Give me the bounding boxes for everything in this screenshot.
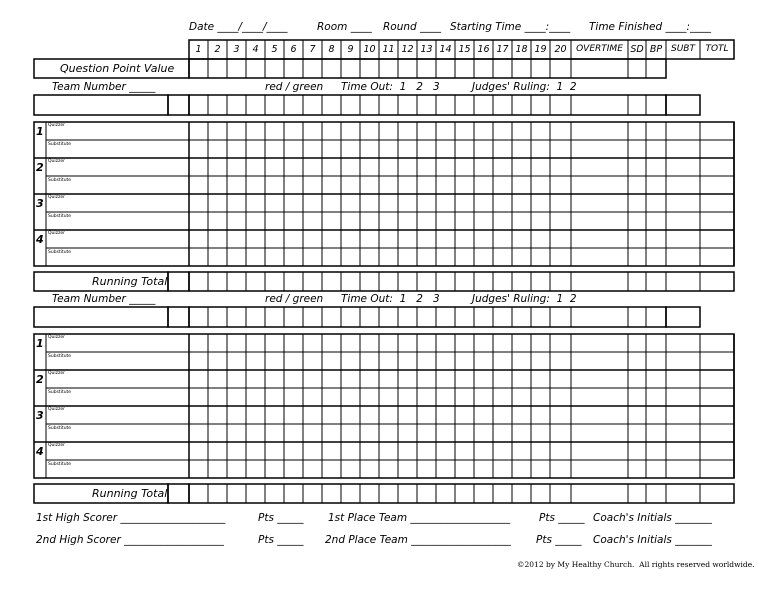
running-total-cell <box>417 484 436 503</box>
question-point-cell <box>512 59 531 78</box>
team-row-cell <box>646 307 666 327</box>
running-total-cell <box>550 484 571 503</box>
column-header-7: 7 <box>309 44 316 55</box>
team-row-cell <box>512 307 531 327</box>
question-point-cell <box>341 59 360 78</box>
running-total-cell <box>379 484 398 503</box>
quizzer-number-3: 3 <box>36 409 44 422</box>
team-row-cell <box>398 95 417 115</box>
running-total-cell <box>341 484 360 503</box>
column-header-20: 20 <box>554 44 567 55</box>
substitute-name-field[interactable]: Substitute <box>48 214 72 219</box>
column-header-bp: BP <box>649 44 663 55</box>
first-high-scorer-field[interactable]: 1st High Scorer ____________________ <box>36 512 226 524</box>
column-header-4: 4 <box>252 44 259 55</box>
team-row-cell <box>265 95 284 115</box>
running-total-cell <box>571 272 628 291</box>
running-total-cell <box>700 272 734 291</box>
judges-ruling-marks[interactable]: Judges' Ruling: 1 2 <box>472 81 577 93</box>
team-row-cell <box>284 95 303 115</box>
running-total-cell <box>493 272 512 291</box>
team-row <box>189 307 666 327</box>
running-total-cell <box>417 272 436 291</box>
question-point-cell <box>246 59 265 78</box>
question-point-cell <box>493 59 512 78</box>
question-point-cell <box>189 59 208 78</box>
room-field[interactable]: Room ____ <box>317 21 372 33</box>
quizzer-number-1: 1 <box>36 125 44 138</box>
question-point-cell <box>379 59 398 78</box>
column-header-10: 10 <box>363 44 376 55</box>
quizzer-name-field[interactable]: Quizzer <box>48 195 65 200</box>
running-total-cell <box>493 484 512 503</box>
team-name-box <box>34 307 168 327</box>
first-place-team-field[interactable]: 1st Place Team ___________________ <box>328 512 511 524</box>
first-high-scorer-pts[interactable]: Pts _____ <box>258 512 304 524</box>
team-row-cell <box>303 307 322 327</box>
running-total-cell <box>360 272 379 291</box>
team-number-field[interactable]: Team Number _____ <box>52 293 156 305</box>
question-point-cell <box>303 59 322 78</box>
running-total-cell <box>474 272 493 291</box>
team-row-cell <box>531 95 550 115</box>
team-row-cell <box>474 95 493 115</box>
quizzer-name-field[interactable]: Quizzer <box>48 407 65 412</box>
question-point-cell <box>455 59 474 78</box>
team-row-cell <box>284 307 303 327</box>
running-total-label: Running Total <box>92 487 168 500</box>
quizzer-name-field[interactable]: Quizzer <box>48 443 65 448</box>
team-row-cell <box>571 307 628 327</box>
team-row-cell <box>436 95 455 115</box>
quizzer-name-field[interactable]: Quizzer <box>48 231 65 236</box>
date-field[interactable]: Date ____/____/____ <box>189 21 288 33</box>
quizzer-number-1: 1 <box>36 337 44 350</box>
question-point-cell <box>628 59 646 78</box>
question-point-cell <box>646 59 666 78</box>
team-row-cell <box>246 307 265 327</box>
running-total-cell <box>303 272 322 291</box>
team-row-cell <box>379 95 398 115</box>
team-row-cell <box>341 95 360 115</box>
running-total-cell <box>303 484 322 503</box>
team-row-cell <box>455 95 474 115</box>
column-header-subt: SUBT <box>671 44 695 54</box>
second-high-scorer-field[interactable]: 2nd High Scorer ___________________ <box>36 534 224 546</box>
team-row-cell <box>360 307 379 327</box>
coach-initials-1[interactable]: Coach's Initials _______ <box>593 512 712 524</box>
running-total-cell <box>512 272 531 291</box>
running-total-cell <box>436 484 455 503</box>
column-header-11: 11 <box>382 44 395 55</box>
running-total-cell <box>322 484 341 503</box>
team-row-cell <box>512 95 531 115</box>
question-point-cell <box>265 59 284 78</box>
time-out-marks[interactable]: Time Out: 1 2 3 <box>341 81 440 93</box>
column-header-17: 17 <box>496 44 509 55</box>
question-point-cell <box>284 59 303 78</box>
substitute-name-field[interactable]: Substitute <box>48 250 72 255</box>
red-green-selector[interactable]: red / green <box>265 293 324 305</box>
question-point-cell <box>550 59 571 78</box>
substitute-name-field[interactable]: Substitute <box>48 178 72 183</box>
substitute-name-field[interactable]: Substitute <box>48 142 72 147</box>
team-row-cell <box>189 307 208 327</box>
column-header-overtime: OVERTIME <box>576 44 623 54</box>
quizzer-number-4: 4 <box>36 233 44 246</box>
column-header-9: 9 <box>347 44 354 55</box>
question-point-cell <box>474 59 493 78</box>
column-header-19: 19 <box>534 44 547 55</box>
running-total-cell <box>628 272 646 291</box>
question-point-cell <box>531 59 550 78</box>
team-row-cell <box>265 307 284 327</box>
team-row-cell <box>474 307 493 327</box>
running-total-cell <box>284 484 303 503</box>
running-total-cell <box>512 484 531 503</box>
column-header-6: 6 <box>290 44 297 55</box>
team-subtotal-box <box>666 95 700 115</box>
team-row-cell <box>455 307 474 327</box>
question-point-cell <box>227 59 246 78</box>
team-row-cell <box>208 307 227 327</box>
running-total-cell <box>666 272 700 291</box>
team-number-field[interactable]: Team Number _____ <box>52 81 156 93</box>
column-header-12: 12 <box>401 44 414 55</box>
column-header-5: 5 <box>271 44 278 55</box>
first-place-pts[interactable]: Pts _____ <box>539 512 585 524</box>
substitute-name-field[interactable]: Substitute <box>48 462 72 467</box>
question-point-cell <box>417 59 436 78</box>
team-row-cell <box>303 95 322 115</box>
running-total-cell <box>227 484 246 503</box>
column-header-16: 16 <box>477 44 490 55</box>
running-total-cell <box>379 272 398 291</box>
second-high-scorer-pts[interactable]: Pts _____ <box>258 534 304 546</box>
column-header-sd: SD <box>630 44 644 55</box>
running-total-cell <box>265 484 284 503</box>
team-row-cell <box>493 307 512 327</box>
running-total-cell <box>189 272 208 291</box>
column-header-3: 3 <box>233 44 240 55</box>
team-row-cell <box>322 307 341 327</box>
running-total-row <box>189 272 734 291</box>
team-subtotal-box <box>666 307 700 327</box>
column-header-8: 8 <box>328 44 335 55</box>
team-row-cell <box>379 307 398 327</box>
team-row-cell <box>550 307 571 327</box>
running-total-cell <box>341 272 360 291</box>
running-total-cell <box>246 484 265 503</box>
running-total-cell <box>398 272 417 291</box>
running-total-cell <box>455 272 474 291</box>
team-row-cell <box>493 95 512 115</box>
second-place-pts[interactable]: Pts _____ <box>536 534 582 546</box>
team-number-box <box>168 307 189 327</box>
question-point-cell <box>360 59 379 78</box>
column-header-18: 18 <box>515 44 528 55</box>
team-row-cell <box>531 307 550 327</box>
team-row-cell <box>646 95 666 115</box>
running-total-cell <box>227 272 246 291</box>
running-total-spacer <box>168 272 189 291</box>
time-finished-field[interactable]: Time Finished ____:____ <box>589 21 712 33</box>
quizzer-number-2: 2 <box>36 161 44 174</box>
column-header-15: 15 <box>458 44 471 55</box>
question-point-row <box>189 59 666 78</box>
team-row-cell <box>360 95 379 115</box>
running-total-cell <box>531 272 550 291</box>
running-total-cell <box>628 484 646 503</box>
running-total-cell <box>246 272 265 291</box>
quizzer-name-field[interactable]: Quizzer <box>48 123 65 128</box>
round-field[interactable]: Round ____ <box>383 21 442 33</box>
quizzer-name-field[interactable]: Quizzer <box>48 335 65 340</box>
team-row <box>189 95 666 115</box>
team-row-cell <box>398 307 417 327</box>
team-row-cell <box>417 95 436 115</box>
question-point-cell <box>398 59 417 78</box>
copyright-notice: ©2012 by My Healthy Church. All rights reserved worldwide. <box>517 560 755 569</box>
team-row-cell <box>246 95 265 115</box>
substitute-name-field[interactable]: Substitute <box>48 354 72 359</box>
red-green-selector[interactable]: red / green <box>265 81 324 93</box>
team-row-cell <box>436 307 455 327</box>
running-total-label: Running Total <box>92 275 168 288</box>
running-total-cell <box>436 272 455 291</box>
starting-time-field[interactable]: Starting Time ____:____ <box>450 21 571 33</box>
team-row-cell <box>550 95 571 115</box>
question-point-cell <box>322 59 341 78</box>
quizzer-name-field[interactable]: Quizzer <box>48 159 65 164</box>
team-name-box <box>34 95 168 115</box>
running-total-cell <box>531 484 550 503</box>
team-row-cell <box>208 95 227 115</box>
question-point-cell <box>208 59 227 78</box>
running-total-cell <box>700 484 734 503</box>
question-point-cell <box>571 59 628 78</box>
running-total-cell <box>550 272 571 291</box>
running-total-cell <box>646 272 666 291</box>
team-number-box <box>168 95 189 115</box>
running-total-cell <box>322 272 341 291</box>
running-total-cell <box>189 484 208 503</box>
column-header-14: 14 <box>439 44 452 55</box>
running-total-cell <box>455 484 474 503</box>
team-row-cell <box>227 95 246 115</box>
team-row-cell <box>227 307 246 327</box>
column-header-13: 13 <box>420 44 433 55</box>
team-row-cell <box>571 95 628 115</box>
running-total-spacer <box>168 484 189 503</box>
running-total-cell <box>474 484 493 503</box>
running-total-cell <box>646 484 666 503</box>
column-header-totl: TOTL <box>705 44 729 54</box>
second-place-team-field[interactable]: 2nd Place Team ___________________ <box>325 534 511 546</box>
time-out-marks[interactable]: Time Out: 1 2 3 <box>341 293 440 305</box>
running-total-cell <box>398 484 417 503</box>
team-row-cell <box>322 95 341 115</box>
quizzer-number-2: 2 <box>36 373 44 386</box>
running-total-cell <box>284 272 303 291</box>
running-total-cell <box>360 484 379 503</box>
coach-initials-2[interactable]: Coach's Initials _______ <box>593 534 712 546</box>
column-header-1: 1 <box>195 44 202 55</box>
column-header-2: 2 <box>214 44 221 55</box>
running-total-cell <box>571 484 628 503</box>
judges-ruling-marks[interactable]: Judges' Ruling: 1 2 <box>472 293 577 305</box>
running-total-cell <box>265 272 284 291</box>
team-row-cell <box>341 307 360 327</box>
substitute-name-field[interactable]: Substitute <box>48 390 72 395</box>
team-row-cell <box>628 307 646 327</box>
quizzer-number-3: 3 <box>36 197 44 210</box>
running-total-cell <box>208 484 227 503</box>
team-row-cell <box>628 95 646 115</box>
team-row-cell <box>189 95 208 115</box>
quizzer-number-4: 4 <box>36 445 44 458</box>
running-total-cell <box>666 484 700 503</box>
quizzer-name-field[interactable]: Quizzer <box>48 371 65 376</box>
running-total-cell <box>208 272 227 291</box>
question-point-cell <box>436 59 455 78</box>
team-row-cell <box>417 307 436 327</box>
question-point-value-label: Question Point Value <box>60 62 175 75</box>
substitute-name-field[interactable]: Substitute <box>48 426 72 431</box>
running-total-row <box>189 484 734 503</box>
